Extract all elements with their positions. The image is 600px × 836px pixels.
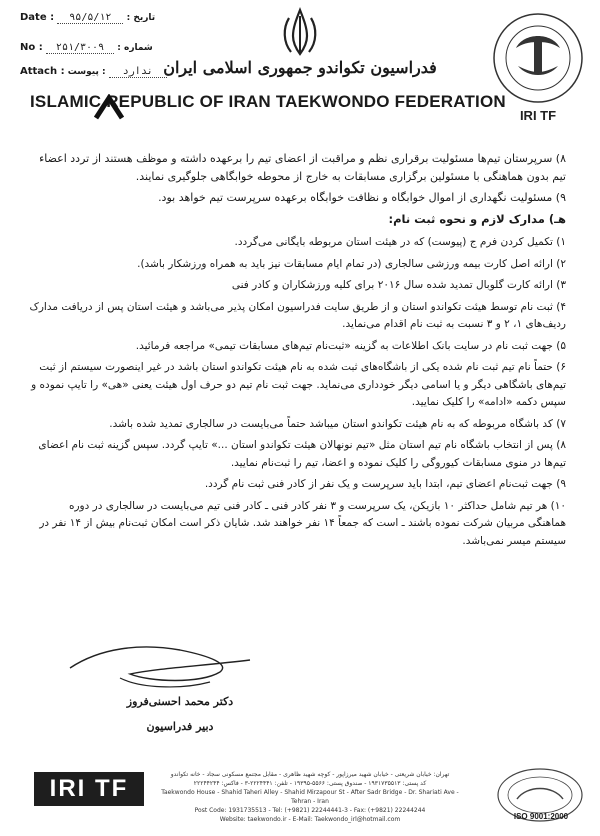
date-field xyxy=(20,12,155,23)
footer-codes-en: Post Code: 1931735513 - Tel: (+9821) 22244441-3 - Fax: (+9821) 22244244 xyxy=(194,807,426,814)
footer-logo: IRI TF xyxy=(34,772,144,806)
number-field xyxy=(20,42,153,53)
federation-chevron-icon xyxy=(94,94,124,120)
date-value: ۹۵/۵/۱۲ xyxy=(57,12,123,24)
attach-label-fa: : پیوست xyxy=(67,67,106,77)
number-label: No : xyxy=(20,42,43,53)
list-item: ۲) ارائه اصل کارت بیمه ورزشی سالجاری (در تمام ایام مسابقات نیز باید به همراه ورزشکار باشد). xyxy=(137,257,566,270)
iso-seal-icon xyxy=(495,755,585,835)
iran-emblem-icon xyxy=(275,6,325,58)
number-value: ۲۵۱/۳۰۰۹ xyxy=(46,42,114,54)
footer-address-fa: تهران: خیابان شریعتی - خیابان شهید میرزاپور - کوچه شهید ظاهری - مقابل مجتمع مسکونی سجاد - خانه تکواندو xyxy=(170,771,450,778)
iso-label: ISO 9001:2000 xyxy=(513,812,569,821)
english-title-text: ISLAMIC REPUBLIC OF IRAN TAEKWONDO FEDERATION xyxy=(30,92,506,111)
list-item: ۹) جهت ثبت‌نام اعضای تیم، ابتدا باید سرپرست و یک نفر از کادر فنی ثبت نام گردد. xyxy=(204,478,566,490)
federation-logo-icon xyxy=(488,8,588,126)
persian-title: فدراسیون تکواندو جمهوری اسلامی ایران xyxy=(163,58,437,77)
date-label: Date : xyxy=(20,12,55,23)
footer-address xyxy=(160,770,460,824)
date-label-fa: : تاریخ xyxy=(126,13,156,23)
list-item: ۶) حتماً نام تیم ثبت نام شده یکی از باشگاه‌های ثبت شده به نام هیئت تکواندو استان باشد در غیر اینصورت سیستم از ثبت تیم‌های باشگاهی دیگر و یا اسامی دیگر خودداری می‌نماید. جهت ثبت نام تیم دو حرف اول هیئت یعنی «هی» را تایپ نموده و سپس دکمه «ادامه» را کلیک نمایید. xyxy=(31,361,566,408)
attach-label: Attach : xyxy=(20,66,65,77)
list-item: ۳) ارائه کارت گلوبال تمدید شده سال ۲۰۱۶ برای کلیه ورزشکاران و کادر فنی xyxy=(231,279,566,291)
list-item: ۵) جهت ثبت نام در سایت بانک اطلاعات به گزینه «ثبت‌نام تیم‌های مسابقات تیمی» مراجعه فرمائید. xyxy=(135,339,566,352)
list-item: ۸) پس از انتخاب باشگاه نام تیم استان مثل «تیم نونهالان هیئت تکواندو استان ...» تایپ گردد. سپس گزینه ثبت نام اعضای تیم‌ها در منوی مسابقات کیوروگی را کلیک نموده و اعضا، تیم را ثبت‌نام نمایید. xyxy=(38,439,566,469)
letter-body xyxy=(28,150,566,554)
paragraph-9: ۹) مسئولیت نگهداری از اموال خوابگاه و نظافت خوابگاه برعهده سرپرست تیم خواهد بود. xyxy=(158,191,566,204)
signatory-name: دکتر محمد احسنی‌فروز xyxy=(126,695,234,708)
signatory-title: دبیر فدراسیون xyxy=(146,720,214,733)
attach-field xyxy=(20,66,167,77)
footer-web-en: Website: taekwondo.ir - E-Mail: Taekwondo_irl@hotmail.com xyxy=(219,816,401,823)
number-label-fa: : شماره xyxy=(117,43,153,53)
list-item: ۱) تکمیل کردن فرم ج (پیوست) که در هیئت استان مربوطه بایگانی می‌گردد. xyxy=(234,236,566,248)
handwritten-signature xyxy=(60,638,260,698)
list-item: ۴) ثبت نام توسط هیئت تکواندو استان و از طریق سایت فدراسیون امکان پذیر می‌باشد و هیئت استان پس از دریافت مدارک ردیف‌های ۱، ۲ و ۳ نسبت به ثبت نام اقدام می‌نماید. xyxy=(29,300,566,330)
section-heading: هـ) مدارک لازم و نحوه ثبت نام: xyxy=(388,211,566,226)
list-item: ۷) کد باشگاه مربوطه که به نام هیئت تکواندو استان میباشد حتماً می‌بایست در سالجاری تمدید شده باشد. xyxy=(109,417,566,430)
federation-logo-mark: IRI TF xyxy=(519,108,557,123)
list-item: ۱۰) هر تیم شامل حداکثر ۱۰ بازیکن، یک سرپرست و ۳ نفر کادر فنی ـ کادر فنی تیم می‌بایست در سالجاری در دوره هماهنگی مربیان شرکت نموده باشند ـ است که جمعاً ۱۴ نفر خواهند شد. شایان ذکر است امکان ثبت‌نام بیش از ۱۴ نفر در سیستم میسر نمی‌باشد. xyxy=(39,499,566,547)
attach-value: ندارد xyxy=(109,66,167,78)
paragraph-8: ۸) سرپرستان تیم‌ها مسئولیت برقراری نظم و مراقبت از اعضای تیم را برعهده داشته و موظف هستند از تردد اعضاء تیم بدون هماهنگی با مسئولین برگزاری مسابقات به خارج از محوطه خوابگاهی جلوگیری نمایند. xyxy=(39,152,566,183)
footer-address-en: Taekwondo House - Shahid Taheri Alley - Shahid Mirzapour St - After Sadr Bridge - Dr. Shariati Ave - Tehran - Iran xyxy=(161,789,459,805)
footer-codes-fa: کد پستی: ۱۹۳۱۷۳۵۵۱۳ - صندوق پستی: ۵۵۶۶-۱۹۳۹۵ - تلفن: ۲۲۲۴۴۴۱-۳ - فاکس: ۲۲۲۴۴۲۴۴ xyxy=(193,780,427,787)
